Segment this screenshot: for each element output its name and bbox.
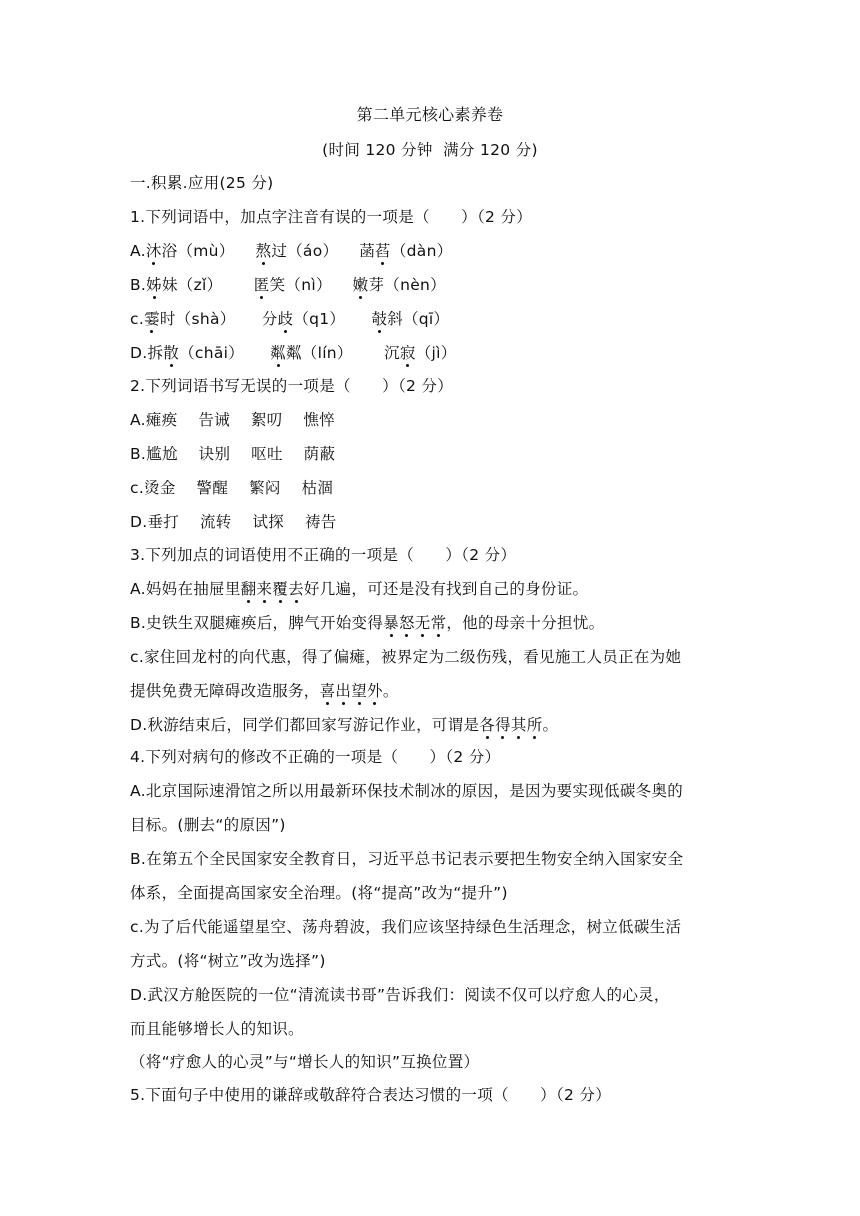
- page-subtitle: (时间 120 分钟 满分 120 分): [322, 141, 538, 159]
- question-3-option-c-line1: c.家住回龙村的向代惠，得了偏瘫，被界定为二级伤残，看见施工人员正在为她: [130, 648, 682, 666]
- question-4-option-d-line2: 而且能够增长人的知识。: [130, 1020, 304, 1038]
- page-title: 第二单元核心素养卷: [356, 105, 504, 124]
- question-4-stem: 4.下列对病句的修改不正确的一项是（ ）（2 分）: [130, 748, 501, 766]
- question-2-option-c: c.烫金 警醒 繁闷 枯涸: [130, 479, 334, 497]
- question-1-option-c: c.霎时（shà） 分歧（q1） 攲斜（qī）: [130, 310, 450, 328]
- question-4-option-c-line2: 方式。(将“树立”改为选择”): [130, 952, 326, 970]
- question-2-option-d: D.垂打 流转 试探 祷告: [130, 513, 337, 531]
- question-4-option-d-note: （将“疗愈人的心灵”与“增长人的知识”互换位置）: [130, 1053, 480, 1071]
- question-3-stem: 3.下列加点的词语使用不正确的一项是（ ）（2 分）: [130, 546, 517, 564]
- question-2-option-b: B.尴尬 诀别 呕吐 荫蔽: [130, 445, 336, 463]
- question-3-option-c-line2: 提供免费无障碍改造服务，喜出望外。: [130, 682, 399, 700]
- question-4-option-b-line2: 体系，全面提高国家安全治理。(将“提高”改为“提升”): [130, 884, 508, 902]
- question-3-option-b: B.史铁生双腿瘫痪后，脾气开始变得暴怒无常，他的母亲十分担忧。: [130, 614, 605, 632]
- question-4-option-d-line1: D.武汉方舱医院的一位“清流读书哥”告诉我们：阅读不仅可以疗愈人的心灵，: [130, 986, 670, 1004]
- question-1-option-a: A.沐浴（mù） 熬过（áo） 菡萏（dàn）: [130, 242, 453, 260]
- question-4-option-b-line1: B.在第五个全民国家安全教育日，习近平总书记表示要把生物安全纳入国家安全: [130, 850, 684, 868]
- question-2-option-a: A.瘫痪 告诫 絮叨 憔悴: [130, 411, 335, 429]
- question-3-option-a: A.妈妈在抽屉里翻来覆去好几遍，可还是没有找到自己的身份证。: [130, 580, 589, 598]
- question-1-stem: 1.下列词语中，加点字注音有误的一项是（ ）（2 分）: [130, 208, 532, 226]
- question-1-option-b: B.姊妹（zǐ） 匿笑（nì） 嫩芽（nèn）: [130, 276, 446, 294]
- section-heading: 一.积累.应用(25 分): [130, 174, 274, 192]
- question-1-option-d: D.拆散（chāi） 粼粼（lín） 沉寂（jì）: [130, 344, 457, 362]
- question-4-option-c-line1: c.为了后代能遥望星空、荡舟碧波，我们应该坚持绿色生活理念，树立低碳生活: [130, 918, 682, 936]
- question-4-option-a-line1: A.北京国际速滑馆之所以用最新环保技术制冰的原因，是因为要实现低碳冬奥的: [130, 782, 684, 800]
- question-2-stem: 2.下列词语书写无误的一项是（ ）（2 分）: [130, 377, 453, 395]
- question-4-option-a-line2: 目标。(删去“的原因”): [130, 816, 286, 834]
- question-5-stem: 5.下面句子中使用的谦辞或敬辞符合表达习惯的一项（ ）（2 分）: [130, 1086, 611, 1104]
- question-3-option-d: D.秋游结束后，同学们都回家写游记作业，可谓是各得其所。: [130, 716, 559, 734]
